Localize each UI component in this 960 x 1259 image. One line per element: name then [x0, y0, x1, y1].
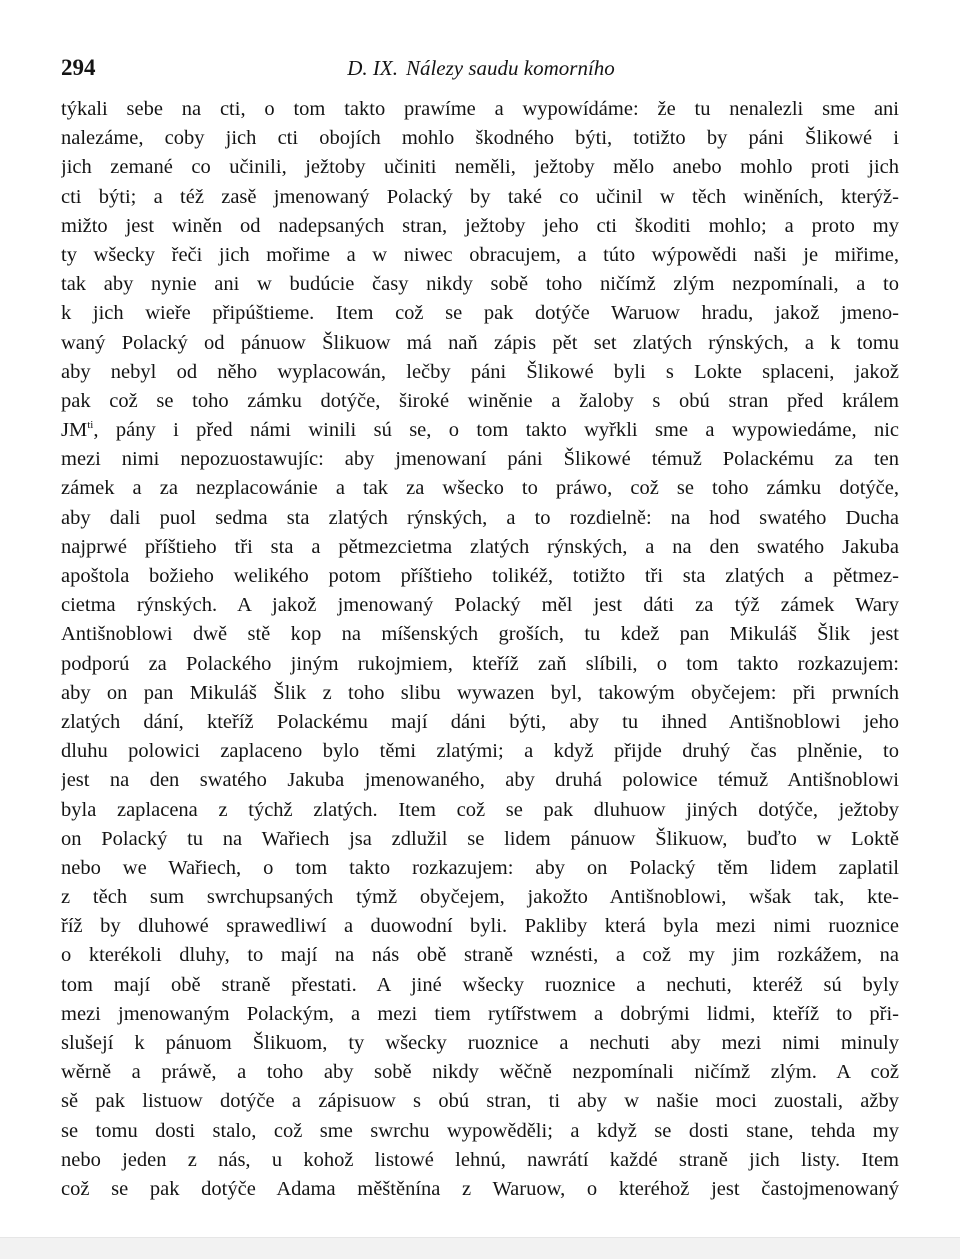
text-line: jich zemané co učinili, ježtoby učiniti neměli, ježtoby mělo anebo mohlo proti jich	[61, 156, 899, 179]
text-line: aby dali puol sedma sta zlatých rýnských, a to rozdielně: na hod swatého Ducha	[61, 506, 899, 529]
text-line: zámek a za nezplacowánie a tak za wšecko to práwo, což se toho zámku dotýče,	[61, 477, 899, 500]
text-line: tom mají obě straně přestati. A jiné wšecky ruoznice a nechuti, kteréž sú byly	[61, 973, 899, 996]
text-line: z těch sum swrchupsaných týmž obyčejem, jakožto Antišnoblowi, wšak tak, kte-	[61, 886, 899, 909]
text-line: nebo jeden z nás, u kohož listowé lehnú, nawrátí každé straně jich listy. Item	[61, 1148, 899, 1171]
text-line: nebo we Wařiech, o tom takto rozkazujem: aby on Polacký těm lidem zaplatil	[61, 856, 899, 879]
text-line: $JM^{ti}$, pány i před námi winili sú se, o tom takto wyřkli sme a wypowiedáme, nic	[61, 419, 899, 442]
text-line: wěrně a práwě, a toho aby sobě nikdy wěčně nezpomínali ničímž zlým. A což	[61, 1061, 899, 1084]
text-line: se tomu dosti stalo, což sme swrchu wypowěděli; a když se dosti stane, tehda my	[61, 1119, 899, 1142]
text-line: sě pak listuow dotýče a zápisuow s obú stran, ti aby w našie moci zuostali, ažby	[61, 1090, 899, 1113]
text-line: on Polacký tu na Wařiech jsa zdlužil se lidem pánuow Šlikuow, buďto w Loktě	[61, 827, 899, 850]
text-line: najprwé příštieho tři sta a pětmezcietma zlatých rýnských, a na den swatého Jakuba	[61, 535, 899, 558]
text-line: cti býti; a též zasě jmenowaný Polacký by také co učinil w těch winěních, kterýž-	[61, 185, 899, 208]
text-line: Antišnoblowi dwě stě kop na míšenských groších, tu kdež pan Mikuláš Šlik jest	[61, 623, 899, 646]
text-line: waný Polacký od pánuow Šlikuow má naň zápis pět set zlatých rýnských, a k tomu	[61, 331, 899, 354]
text-line: mižto jest winěn od nadepsaných stran, ježtoby jeho cti škoditi mohlo; a proto my	[61, 214, 899, 237]
text-line: o kterékoli dluhy, to mají na nás obě straně wznésti, a což my jim rozkážem, na	[61, 944, 899, 967]
text-line: ty wšecky řeči jich mořime a w niwec obracujem, a túto wýpowědi naši je miřime,	[61, 243, 899, 266]
page-bottom-edge	[0, 1237, 960, 1259]
text-line: cietma rýnských. A jakož jmenowaný Polacký měl jest dáti za týž zámek Wary	[61, 594, 899, 617]
text-line: slušejí k pánuom Šlikuom, ty wšecky ruoznice a nechuti aby mezi nimi minuly	[61, 1032, 899, 1054]
text-line: jest na den swatého Jakuba jmenowaného, aby druhá polowice témuž Antišnoblowi	[61, 769, 899, 792]
running-title	[61, 52, 901, 84]
running-title-section: D. IX.	[347, 56, 398, 80]
text-line: podporú za Polackého jiným rukojmiem, kteříž zaň slíbili, o tom takto rozkazujem:	[61, 652, 899, 675]
text-line: aby on pan Mikuláš Šlik z toho slibu wywazen byl, takowým obyčejem: při prwních	[61, 681, 899, 704]
text-line: říž by dluhowé sprawedliwí a duowodní byli. Pakliby která byla mezi nimi ruoznice	[61, 915, 899, 938]
text-line: apoštola božieho welikého potom příštieho tolikéž, totižto tři sta zlatých a pětmez-	[61, 565, 899, 587]
text-line: aby nebyl od něho wyplacowán, lečby páni Šlikowé byli s Lokte splaceni, jakož	[61, 360, 899, 383]
page-number: 294	[61, 55, 96, 80]
text-line: mezi nimi nepozuostawujíc: aby jmenowaní páni Šlikowé témuž Polackému za ten	[61, 448, 899, 471]
page-header	[61, 52, 901, 84]
text-line: nalezáme, coby jich cti obojích mohlo škodného býti, totižto by páni Šlikowé i	[61, 127, 899, 150]
text-line: k jich wieře připúštieme. Item což se pak dotýče Waruow hradu, jakož jmeno-	[61, 302, 899, 325]
text-line: byla zaplacena z týchž zlatých. Item což se pak dluhuow jiných dotýče, ježtoby	[61, 798, 899, 821]
text-line: zlatých dání, kteříž Polackému mají dáni býti, aby tu ihned Antišnoblowi jeho	[61, 710, 899, 733]
text-line: dluhu polowici zaplaceno bylo těmi zlatými; a když přijde druhý čas plněnie, to	[61, 740, 899, 763]
text-line: tak aby nynie ani w budúcie časy nikdy sobě toho ničímž zlým nezpomínali, a to	[61, 273, 899, 296]
text-line: týkali sebe na cti, o tom takto prawíme a wypowídáme: že tu nenalezli sme ani	[61, 98, 899, 120]
running-title-text: Nálezy saudu komorního	[405, 56, 615, 80]
text-line: což se pak dotýče Adama měštěnína z Waruow, o kteréhož jest častojmenowaný	[61, 1177, 899, 1200]
text-line: pak což se toho zámku dotýče, široké winěnie a žaloby s obú stran před králem	[61, 389, 899, 412]
text-line: mezi jmenowaným Polackým, a mezi tiem rytířstwem a dobrými lidmi, kteříž to při-	[61, 1002, 899, 1025]
body-text	[61, 95, 899, 1204]
